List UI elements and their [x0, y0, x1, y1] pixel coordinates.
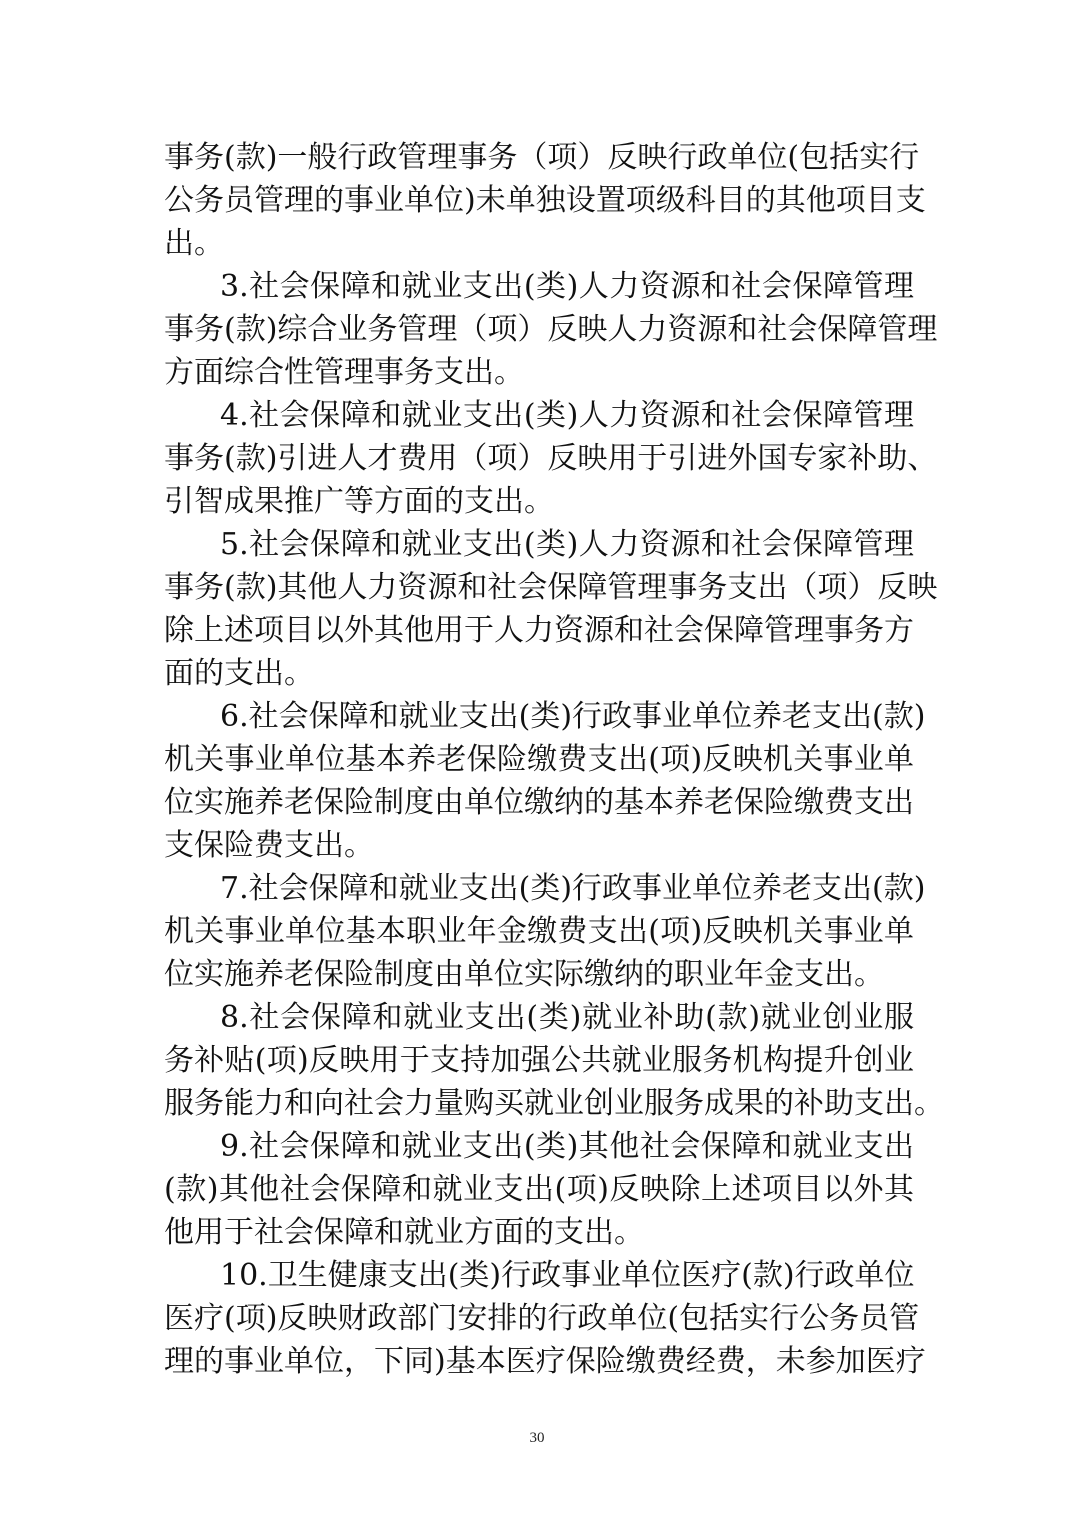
text-line: 10.卫生健康支出(类)行政事业单位医疗(款)行政单位 [220, 1258, 915, 1293]
text-line: 服务能力和向社会力量购买就业创业服务成果的补助支出。 [164, 1086, 944, 1121]
text-line: 面的支出。 [164, 656, 314, 691]
text-line: 事务(款)引进人才费用（项）反映用于引进外国专家补助、 [164, 441, 938, 476]
text-line: 5.社会保障和就业支出(类)人力资源和社会保障管理 [220, 527, 914, 562]
text-line: 务补贴(项)反映用于支持加强公共就业服务机构提升创业 [164, 1043, 914, 1078]
text-line: 出。 [164, 226, 224, 261]
text-line: 理的事业单位，下同)基本医疗保险缴费经费，未参加医疗 [164, 1344, 926, 1379]
text-line: 他用于社会保障和就业方面的支出。 [164, 1215, 644, 1250]
text-line: 9.社会保障和就业支出(类)其他社会保障和就业支出 [220, 1129, 914, 1164]
text-line: 4.社会保障和就业支出(类)人力资源和社会保障管理 [220, 398, 914, 433]
text-line: 事务(款)综合业务管理（项）反映人力资源和社会保障管理 [164, 312, 938, 347]
text-line: 机关事业单位基本职业年金缴费支出(项)反映机关事业单 [164, 914, 914, 949]
text-line: 支保险费支出。 [164, 828, 374, 863]
text-line: 机关事业单位基本养老保险缴费支出(项)反映机关事业单 [164, 742, 914, 777]
text-line: 7.社会保障和就业支出(类)行政事业单位养老支出(款) [220, 871, 926, 906]
text-line: 3.社会保障和就业支出(类)人力资源和社会保障管理 [220, 269, 914, 304]
text-line: 方面综合性管理事务支出。 [164, 355, 524, 390]
page-number: 30 [529, 1430, 545, 1446]
text-line: 除上述项目以外其他用于人力资源和社会保障管理事务方 [164, 613, 914, 648]
text-line: 位实施养老保险制度由单位实际缴纳的职业年金支出。 [164, 957, 884, 992]
text-line: (款)其他社会保障和就业支出(项)反映除上述项目以外其 [164, 1172, 914, 1207]
text-line: 6.社会保障和就业支出(类)行政事业单位养老支出(款) [220, 699, 926, 734]
text-line: 事务(款)一般行政管理事务（项）反映行政单位(包括实行 [164, 140, 920, 175]
text-line: 8.社会保障和就业支出(类)就业补助(款)就业创业服 [220, 1000, 914, 1035]
text-line: 公务员管理的事业单位)未单独设置项级科目的其他项目支 [164, 183, 926, 218]
text-line: 位实施养老保险制度由单位缴纳的基本养老保险缴费支出 [164, 785, 914, 820]
text-line: 医疗(项)反映财政部门安排的行政单位(包括实行公务员管 [164, 1301, 920, 1336]
text-line: 事务(款)其他人力资源和社会保障管理事务支出（项）反映 [164, 570, 938, 605]
text-line: 引智成果推广等方面的支出。 [164, 484, 554, 519]
